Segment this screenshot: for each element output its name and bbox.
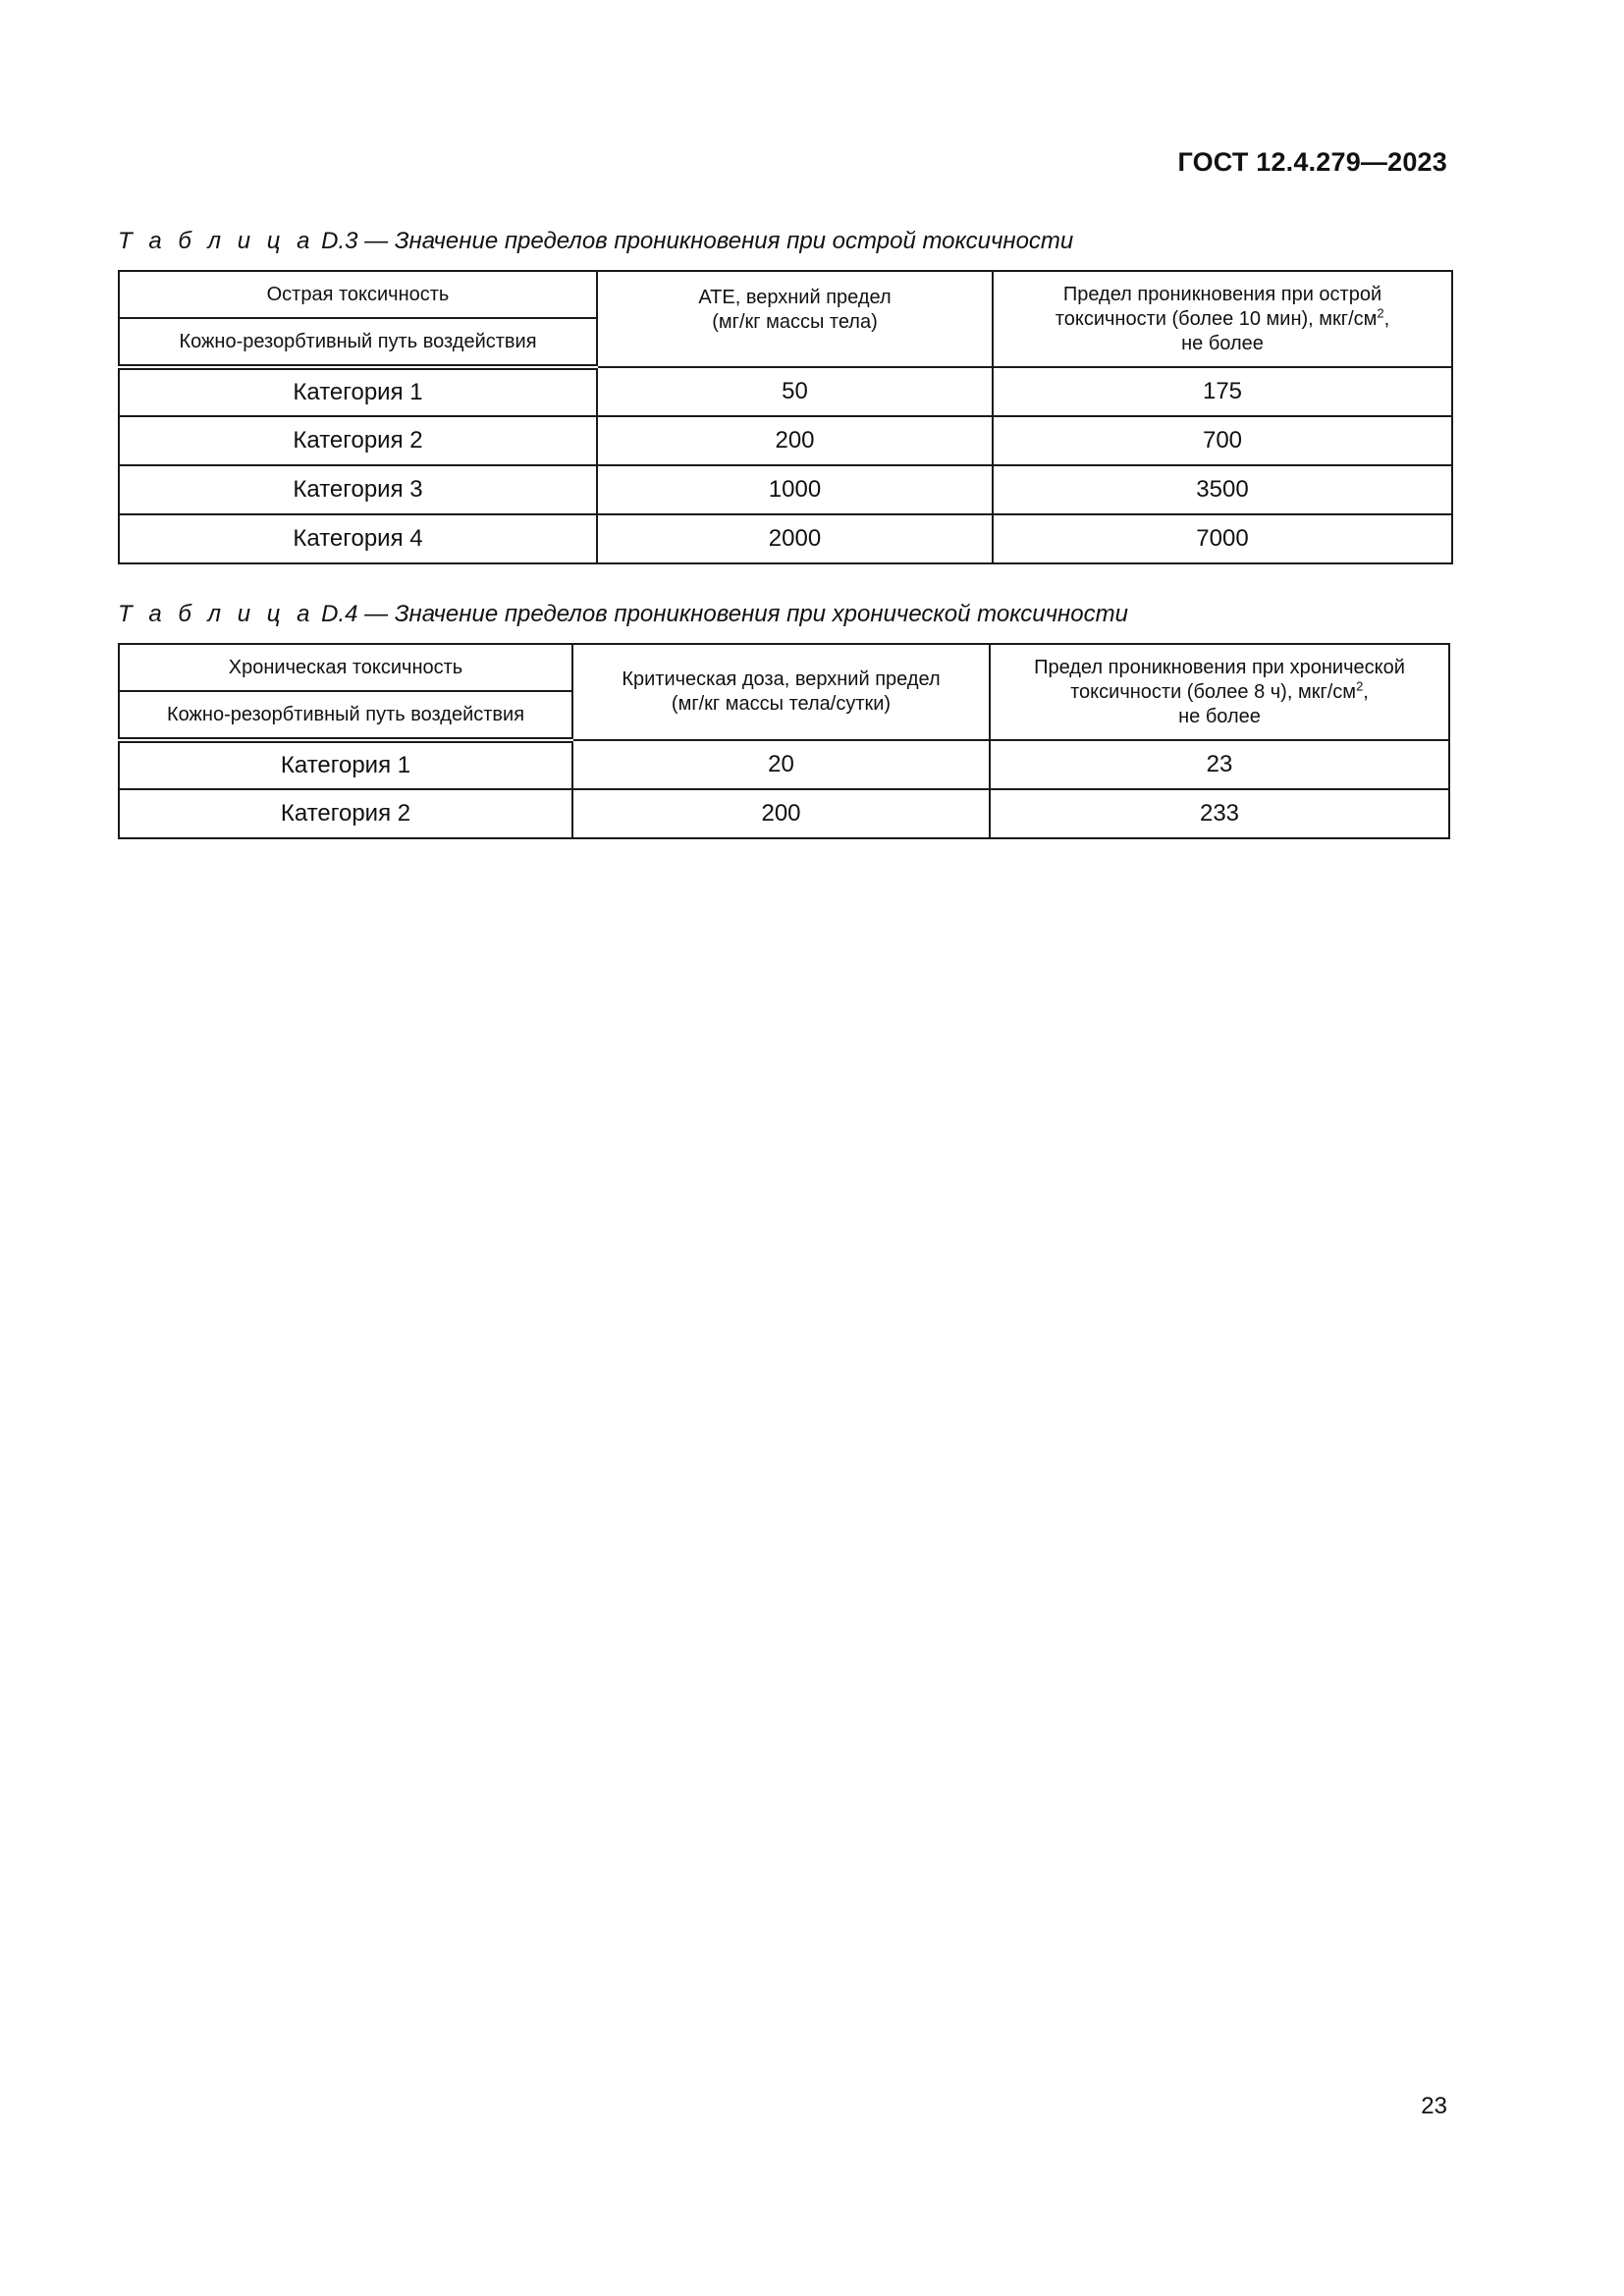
category-cell: Категория 3: [119, 465, 597, 514]
ate-cell: 50: [597, 367, 993, 416]
limit-cell: 7000: [993, 514, 1452, 563]
table-d3-header-acute-toxicity: Острая токсичность: [119, 271, 597, 318]
table-d3-caption: [118, 228, 1073, 255]
table-row: [119, 416, 1452, 465]
category-cell: Категория 4: [119, 514, 597, 563]
category-cell: Категория 2: [119, 416, 597, 465]
table-d4-header-route: Кожно-резорбтивный путь воздействия: [119, 691, 572, 740]
ate-cell: 1000: [597, 465, 993, 514]
limit-cell: 3500: [993, 465, 1452, 514]
table-d4-caption: [118, 601, 1128, 628]
table-d3-header-route: Кожно-резорбтивный путь воздействия: [119, 318, 597, 367]
table-d4-header-limit: Предел проникновения при хронической токсичности (более 8 ч), мкг/$см^2$, не более: [990, 644, 1449, 740]
table-row: [119, 465, 1452, 514]
table-row: [119, 789, 1449, 838]
table-row: [119, 367, 1452, 416]
table-d4-caption-text: D.4 — Значение пределов проникновения при хронической токсичности: [321, 601, 1128, 627]
document-standard-header: ГОСТ 12.4.279—2023: [1177, 147, 1447, 177]
table-d4-header-critical-dose: Критическая доза, верхний предел (мг/кг массы тела/сутки): [572, 644, 990, 740]
table-row: [119, 514, 1452, 563]
limit-cell: 233: [990, 789, 1449, 838]
table-row: [119, 740, 1449, 789]
limit-cell: 23: [990, 740, 1449, 789]
table-d3-caption-prefix: Т а б л и ц а: [118, 228, 315, 254]
category-cell: Категория 2: [119, 789, 572, 838]
table-d4: [118, 643, 1450, 839]
table-d4-header-chronic-toxicity: Хроническая токсичность: [119, 644, 572, 691]
limit-cell: 175: [993, 367, 1452, 416]
table-d3-header-limit: Предел проникновения при острой токсичности (более 10 мин), мкг/$см^2$, не более: [993, 271, 1452, 367]
category-cell: Категория 1: [119, 367, 597, 416]
dose-cell: 200: [572, 789, 990, 838]
table-d3: [118, 270, 1453, 564]
table-d3-header-ate: АТЕ, верхний предел (мг/кг массы тела): [597, 271, 993, 367]
ate-cell: 2000: [597, 514, 993, 563]
page-number: 23: [1421, 2093, 1447, 2119]
category-cell: Категория 1: [119, 740, 572, 789]
table-d4-caption-prefix: Т а б л и ц а: [118, 601, 315, 627]
ate-cell: 200: [597, 416, 993, 465]
limit-cell: 700: [993, 416, 1452, 465]
table-d3-caption-text: D.3 — Значение пределов проникновения при острой токсичности: [321, 228, 1074, 254]
table-d3-header-row-1: [119, 271, 1452, 318]
dose-cell: 20: [572, 740, 990, 789]
table-d4-header-row-1: [119, 644, 1449, 691]
